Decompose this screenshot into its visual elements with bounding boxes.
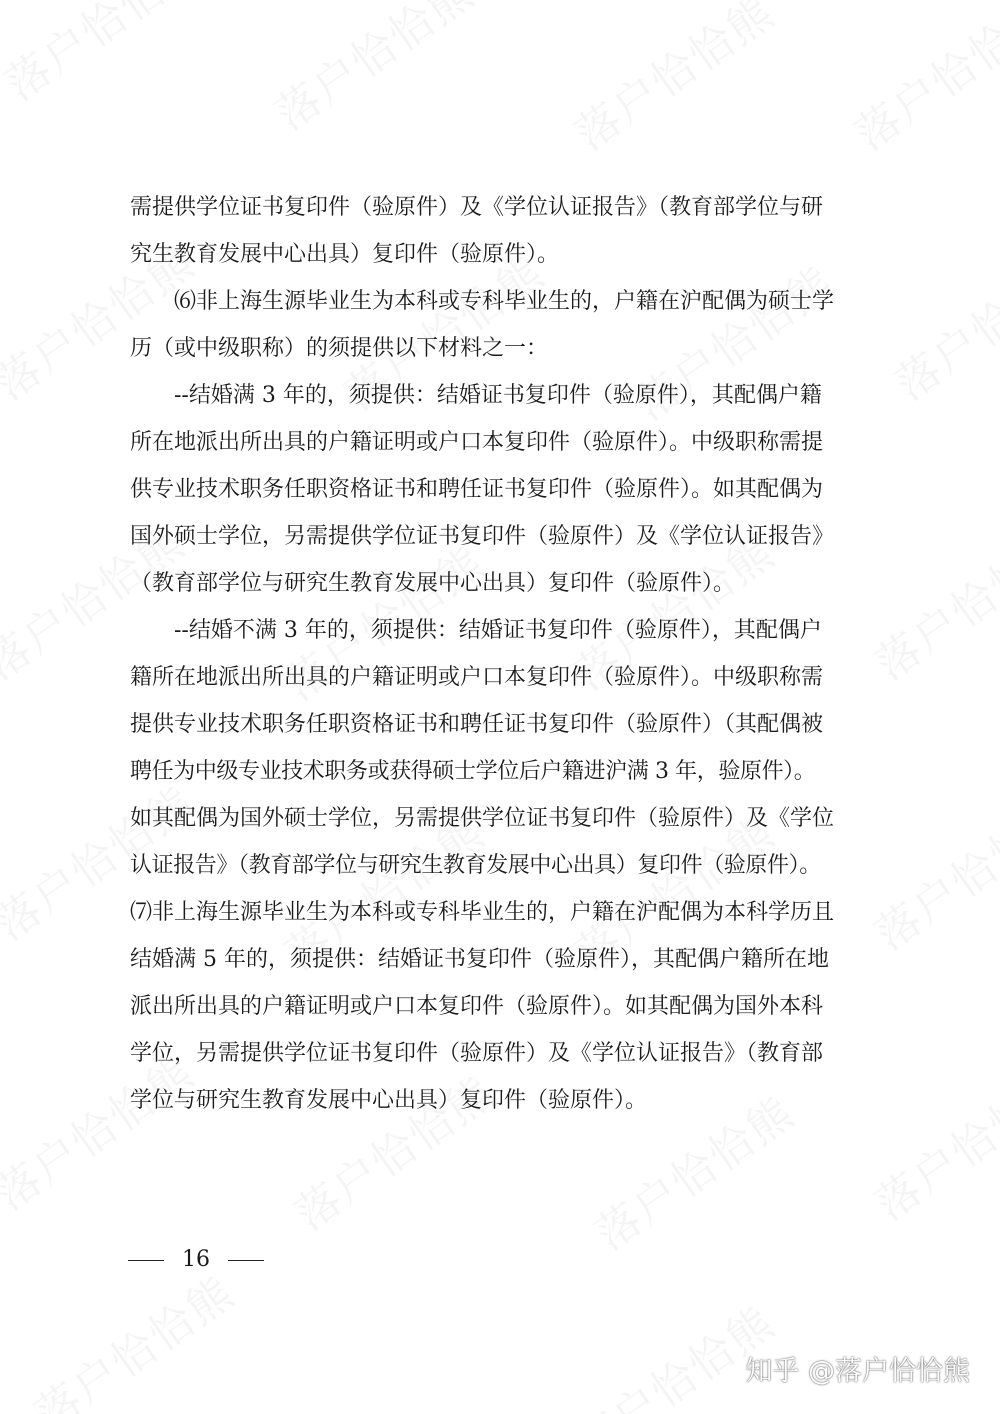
watermark (880, 228, 1000, 412)
text-line: 学位，另需提供学位证书复印件（验原件）及《学位认证报告》（教育部 (130, 1041, 824, 1066)
page-number-value: 16 (182, 1247, 210, 1272)
text-line: 聘任为中级专业技术职务或获得硕士学位后户籍进沪满 3 年，验原件）。 (130, 759, 816, 784)
watermark (840, 0, 1000, 162)
text-line: ⑹非上海生源毕业生为本科或专科毕业生的，户籍在沪配偶为硕士学 (174, 289, 835, 314)
watermark (860, 508, 1000, 692)
watermark (560, 0, 785, 162)
watermark (860, 778, 1000, 962)
source-credit: 知乎 @落户恰恰熊 (745, 1356, 970, 1387)
text-line: --结婚不满 3 年的，须提供：结婚证书复印件（验原件），其配偶户 (174, 618, 822, 643)
text-line: 学位与研究生教育发展中心出具）复印件（验原件）。 (130, 1088, 648, 1113)
dash-right (228, 1260, 264, 1261)
text-line: 需提供学位证书复印件（验原件）及《学位认证报告》（教育部学位与研 (130, 195, 824, 220)
text-line: 认证报告》（教育部学位与研究生教育发展中心出具）复印件（验原件）。 (130, 853, 821, 878)
text-line: 国外硕士学位，另需提供学位证书复印件（验原件）及《学位认证报告》 (130, 524, 835, 549)
page-number (128, 1240, 264, 1280)
text-line: 派出所出具的户籍证明或户口本复印件（验原件）。如其配偶为国外本科 (130, 994, 824, 1019)
text-line: --结婚满 3 年的，须提供：结婚证书复印件（验原件），其配偶户籍 (174, 383, 822, 408)
dash-left (128, 1260, 164, 1261)
text-line: ⑺非上海生源毕业生为本科或专科毕业生的，户籍在沪配偶为本科学历且 (130, 900, 835, 925)
watermark (20, 1258, 245, 1414)
text-line: （教育部学位与研究生教育发展中心出具）复印件（验原件）。 (130, 571, 736, 596)
watermark (0, 0, 215, 112)
body-text (130, 184, 875, 1124)
text-line: 所在地派出所出具的户籍证明或户口本复印件（验原件）。中级职称需提 (130, 430, 824, 455)
text-line: 结婚满 5 年的，须提供：结婚证书复印件（验原件），其配偶户籍所在地 (130, 947, 829, 972)
text-line: 籍所在地派出所出具的户籍证明或户口本复印件（验原件）。中级职称需 (130, 665, 824, 690)
watermark (260, 0, 485, 142)
text-line: 究生教育发展中心出具）复印件（验原件）。 (130, 242, 560, 267)
watermark (860, 1048, 1000, 1232)
text-line: 供专业技术职务任职资格证书和聘任证书复印件（验原件）。如其配偶为 (130, 477, 824, 502)
text-line: 提供专业技术职务任职资格证书和聘任证书复印件（验原件）（其配偶被 (130, 712, 824, 737)
text-line: 如其配偶为国外硕士学位，另需提供学位证书复印件（验原件）及《学位 (130, 806, 835, 831)
text-line: 历（或中级职称）的须提供以下材料之一： (130, 336, 549, 361)
